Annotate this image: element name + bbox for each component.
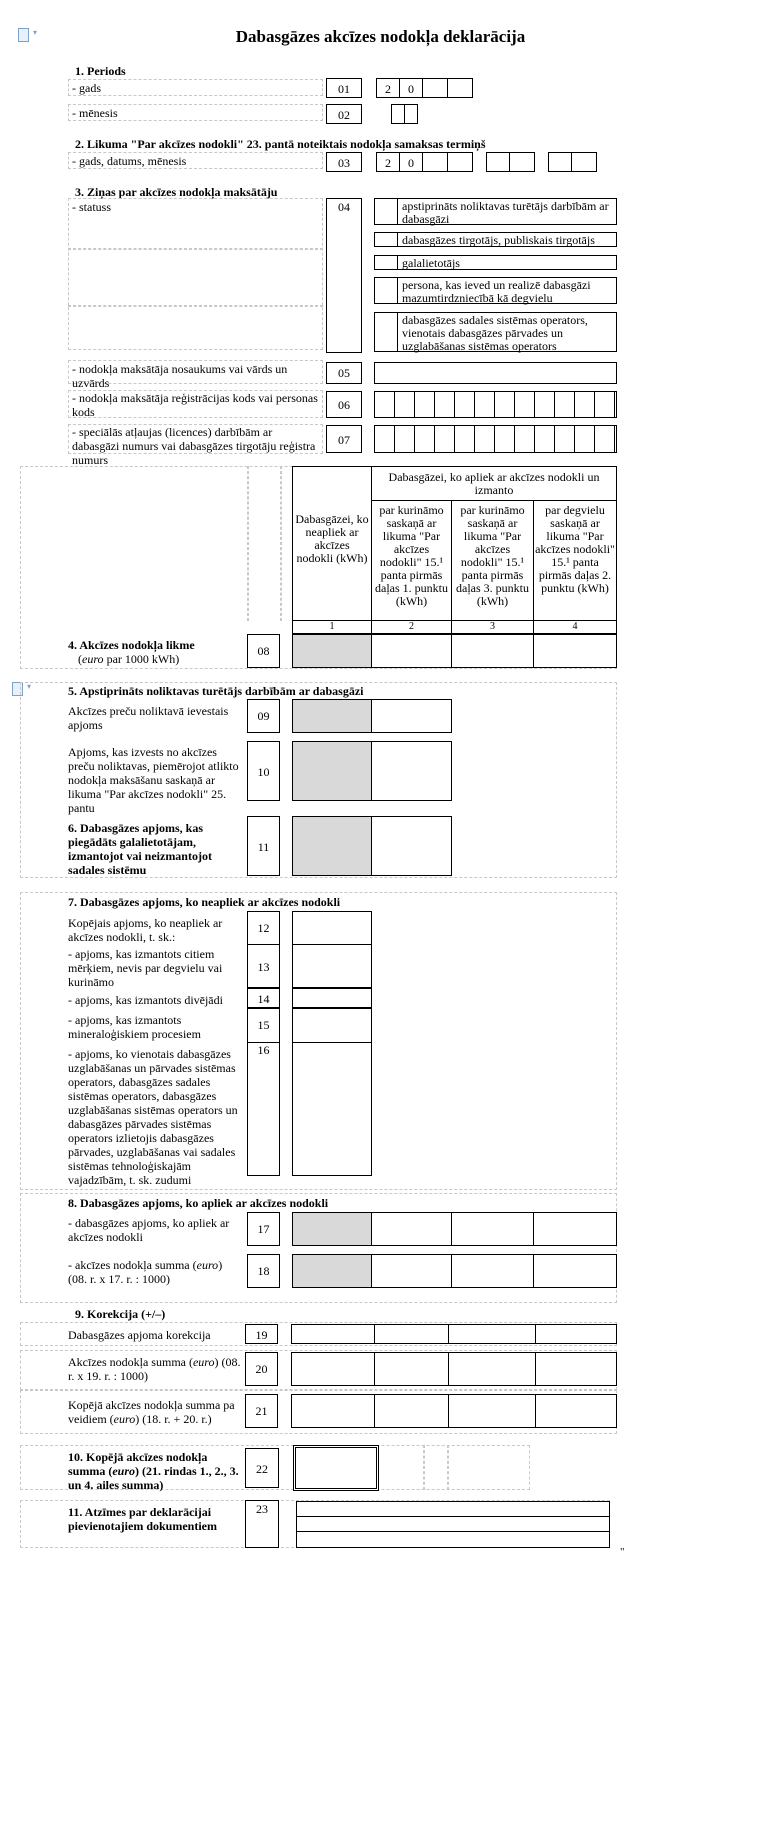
status-option-1: apstiprināts noliktavas turētājs darbībām ar dabasgāzi [397, 198, 617, 225]
code-01: 01 [326, 78, 362, 98]
page-title: Dabasgāzes akcīzes nodokļa deklarācija [235, 27, 526, 46]
year-digit-3[interactable] [422, 78, 448, 98]
chevron-down-icon[interactable]: ▾ [33, 28, 38, 37]
r11-c1 [292, 816, 372, 876]
deadline-digit-2[interactable]: 0 [399, 152, 423, 172]
reg-code-label: - nodokļa maksātāja reģistrācijas kods vai personas kods [72, 391, 318, 419]
r17-c1 [292, 1212, 372, 1246]
year-digit-1[interactable]: 2 [376, 78, 400, 98]
reg-code-field[interactable] [374, 391, 617, 418]
col-num-3: 3 [451, 620, 534, 634]
section-11-label: 11. Atzīmes par deklarācijai pievienotajiem dokumentiem [68, 1505, 217, 1533]
deadline-digit-1[interactable]: 2 [376, 152, 400, 172]
r15-label: - apjoms, kas izmantots mineraloģiskiem procesiem [68, 1013, 201, 1041]
section-8-heading: 8. Dabasgāzes apjoms, ko apliek ar akcīzes nodokli [68, 1196, 329, 1210]
divider [68, 248, 323, 250]
taxpayer-name-field[interactable] [374, 362, 617, 384]
status-option-5: dabasgāzes sadales sistēmas operators, vienotais dabasgāzes pārvades un uzglabāšanas sistēmas operators [397, 312, 617, 352]
r08-c1 [292, 634, 372, 668]
col4-header-text: par degvielu saskaņā ar likuma "Par akcīzes nodokli" 15.¹ panta pirmās daļas 2. punktu (kWh) [535, 503, 615, 595]
r20-c4[interactable] [535, 1352, 617, 1386]
status-checkbox-5[interactable] [374, 312, 398, 352]
col-num-4: 4 [533, 620, 617, 634]
deadline-label: - gads, datums, mēnesis [72, 154, 187, 168]
chevron-down-icon[interactable]: ▾ [27, 682, 32, 691]
section-9-heading: 9. Korekcija (+/–) [75, 1307, 166, 1321]
divider [447, 1445, 449, 1490]
code-23: 23 [245, 1500, 279, 1548]
r21-c4[interactable] [535, 1394, 617, 1428]
r19-c4[interactable] [535, 1324, 617, 1344]
r10-c2[interactable] [371, 741, 452, 801]
code-14: 14 [247, 988, 280, 1008]
section-10-label: 10. Kopējā akcīzes nodokļa summa (euro) (21. rindas 1., 2., 3. un 4. ailes summa) [68, 1450, 239, 1492]
code-04: 04 [326, 198, 362, 353]
code-12: 12 [247, 911, 280, 945]
r08-c2[interactable] [371, 634, 452, 668]
code-22: 22 [245, 1448, 279, 1488]
r11-c2[interactable] [371, 816, 452, 876]
col2-header-text: par kurināmo saskaņā ar likuma "Par akcīzes nodokli" 15.¹ panta pirmās daļas 1. punktu (kWh) [375, 503, 448, 608]
section-3-heading: 3. Ziņas par akcīzes nodokļa maksātāju [75, 185, 278, 199]
deadline-digit-6[interactable] [509, 152, 535, 172]
r08-c4[interactable] [533, 634, 617, 668]
r16-label: - apjoms, ko vienotais dabasgāzes uzglabāšanas un pārvades sistēmas operators, dabasgāzes sadales sistēmas operators, dabasgāzes uzglabāšanas sistēmas operators un dabasgāzes pārvades sistēmas operators izlietojis dabasgāzes pārvades, uzglabāšanas vai sadales sistēmas tehnoloģiskajām vajadzībām, t. sk. zudumi [68, 1047, 238, 1187]
deadline-digit-8[interactable] [571, 152, 597, 172]
r15-c1[interactable] [292, 1008, 372, 1043]
year-label: - gads [72, 81, 101, 95]
code-17: 17 [247, 1212, 280, 1246]
divider [280, 466, 282, 621]
r13-label: - apjoms, kas izmantots citiem mērķiem, nevis par degvielu vai kurināmo [68, 947, 223, 989]
r17-c4[interactable] [533, 1212, 617, 1246]
col-num-1: 1 [292, 620, 372, 634]
code-07: 07 [326, 425, 362, 453]
rate-label: 4. Akcīzes nodokļa likme [68, 638, 195, 652]
code-16: 16 [247, 1042, 280, 1176]
col-num-2: 2 [371, 620, 452, 634]
r18-label: - akcīzes nodokļa summa (euro) (08. r. x 17. r. : 1000) [68, 1258, 223, 1286]
r17-c2[interactable] [371, 1212, 452, 1246]
col3-header-text: par kurināmo saskaņā ar likuma "Par akcīzes nodokli" 15.¹ panta pirmās daļas 3. punktu (kWh) [456, 503, 529, 608]
status-checkbox-3[interactable] [374, 255, 398, 270]
code-11: 11 [247, 816, 280, 876]
col2-header [371, 500, 452, 621]
month-digit-2[interactable] [404, 104, 418, 124]
r20-c1[interactable] [291, 1352, 375, 1386]
r13-c1[interactable] [292, 944, 372, 988]
r21-c1[interactable] [291, 1394, 375, 1428]
divider [423, 1445, 425, 1490]
r10-label: Apjoms, kas izvests no akcīzes preču noliktavas, piemērojot atlikto nodokļa maksāšanu saskaņā ar likuma "Par akcīzes nodokli" 25. pantu [68, 745, 239, 815]
code-05: 05 [326, 362, 362, 384]
status-label: - statuss [72, 200, 111, 214]
group-header [371, 466, 617, 501]
r17-label: - dabasgāzes apjoms, ko apliek ar akcīzes nodokli [68, 1216, 230, 1244]
deadline-digit-7[interactable] [548, 152, 572, 172]
r21-label: Kopējā akcīzes nodokļa summa pa veidiem (euro) (18. r. + 20. r.) [68, 1398, 235, 1426]
status-option-3: galalietotājs [397, 255, 617, 270]
r18-c3[interactable] [451, 1254, 534, 1288]
section-5-heading: 5. Apstiprināts noliktavas turētājs darbībām ar dabasgāzi [68, 684, 364, 698]
code-15: 15 [247, 1008, 280, 1043]
r20-c3[interactable] [448, 1352, 536, 1386]
r19-c3[interactable] [448, 1324, 536, 1344]
total-tax-field[interactable] [293, 1445, 379, 1491]
r16-c1[interactable] [292, 1042, 372, 1176]
divider [68, 305, 323, 307]
r09-c1 [292, 699, 372, 733]
r09-c2[interactable] [371, 699, 452, 733]
rate-sublabel: (euro par 1000 kWh) [78, 652, 180, 666]
month-digit-1[interactable] [391, 104, 405, 124]
status-checkbox-1[interactable] [374, 198, 398, 225]
code-18: 18 [247, 1254, 280, 1288]
r18-c4[interactable] [533, 1254, 617, 1288]
r12-c1[interactable] [292, 911, 372, 945]
code-02: 02 [326, 104, 362, 124]
year-digit-4[interactable] [447, 78, 473, 98]
r14-c1[interactable] [292, 988, 372, 1008]
code-20: 20 [245, 1352, 278, 1386]
section-6-label: 6. Dabasgāzes apjoms, kas piegādāts galalietotājam, izmantojot vai neizmantojot sadales sistēmu [68, 821, 212, 877]
r12-label: Kopējais apjoms, ko neapliek ar akcīzes nodokli, t. sk.: [68, 916, 223, 944]
col3-header [451, 500, 534, 621]
attachments-line-1[interactable] [296, 1501, 610, 1517]
section-1-heading: 1. Periods [75, 64, 126, 78]
section-2-heading: 2. Likuma "Par akcīzes nodokli" 23. pantā noteiktais nodokļa samaksas termiņš [75, 137, 486, 151]
col1-header [292, 466, 372, 621]
code-13: 13 [247, 944, 280, 988]
r17-c3[interactable] [451, 1212, 534, 1246]
attachments-line-2[interactable] [296, 1516, 610, 1532]
code-09: 09 [247, 699, 280, 733]
deadline-digit-3[interactable] [422, 152, 448, 172]
section-7-heading: 7. Dabasgāzes apjoms, ko neapliek ar akcīzes nodokli [68, 895, 341, 909]
status-checkbox-2[interactable] [374, 232, 398, 247]
r21-c2[interactable] [374, 1394, 449, 1428]
col1-header-text: Dabasgāzei, ko neapliek ar akcīzes nodokli (kWh) [295, 512, 369, 565]
col4-header [533, 500, 617, 621]
status-checkbox-4[interactable] [374, 277, 398, 304]
code-21: 21 [245, 1394, 278, 1428]
r14-label: - apjoms, kas izmantots divējādi [68, 993, 223, 1007]
r09-label: Akcīzes preču noliktavā ievestais apjoms [68, 704, 229, 732]
attachments-line-3[interactable] [296, 1531, 610, 1548]
r20-c2[interactable] [374, 1352, 449, 1386]
divider [247, 466, 249, 621]
taxpayer-name-label: - nodokļa maksātāja nosaukums vai vārds un uzvārds [72, 362, 288, 390]
code-10: 10 [247, 741, 280, 801]
r19-label: Dabasgāzes apjoma korekcija [68, 1328, 211, 1342]
r18-c1 [292, 1254, 372, 1288]
r19-c2[interactable] [374, 1324, 449, 1344]
r18-c2[interactable] [371, 1254, 452, 1288]
r10-c1 [292, 741, 372, 801]
closing-quote: " [620, 1546, 625, 1558]
status-option-2: dabasgāzes tirgotājs, publiskais tirgotājs [397, 232, 617, 247]
row-frame [68, 79, 323, 96]
license-field[interactable] [374, 425, 617, 453]
deadline-digit-4[interactable] [447, 152, 473, 172]
month-label: - mēnesis [72, 106, 118, 120]
code-03: 03 [326, 152, 362, 172]
group-header-text: Dabasgāzei, ko apliek ar akcīzes nodokli un izmanto [388, 470, 600, 497]
code-06: 06 [326, 391, 362, 418]
code-08: 08 [247, 634, 280, 668]
status-frame [68, 198, 323, 350]
status-option-4: persona, kas ieved un realizē dabasgāzi mazumtirdzniecībā kā degvielu [397, 277, 617, 304]
r19-c1[interactable] [291, 1324, 375, 1344]
license-label: - speciālās atļaujas (licences) darbībām ar dabasgāzi numurs vai dabasgāzes tirgotāju reģistra numurs [72, 425, 316, 467]
deadline-digit-5[interactable] [486, 152, 510, 172]
code-19: 19 [245, 1324, 278, 1344]
r20-label: Akcīzes nodokļa summa (euro) (08. r. x 19. r. : 1000) [68, 1355, 241, 1383]
r21-c3[interactable] [448, 1394, 536, 1428]
year-digit-2[interactable]: 0 [399, 78, 423, 98]
r08-c3[interactable] [451, 634, 534, 668]
